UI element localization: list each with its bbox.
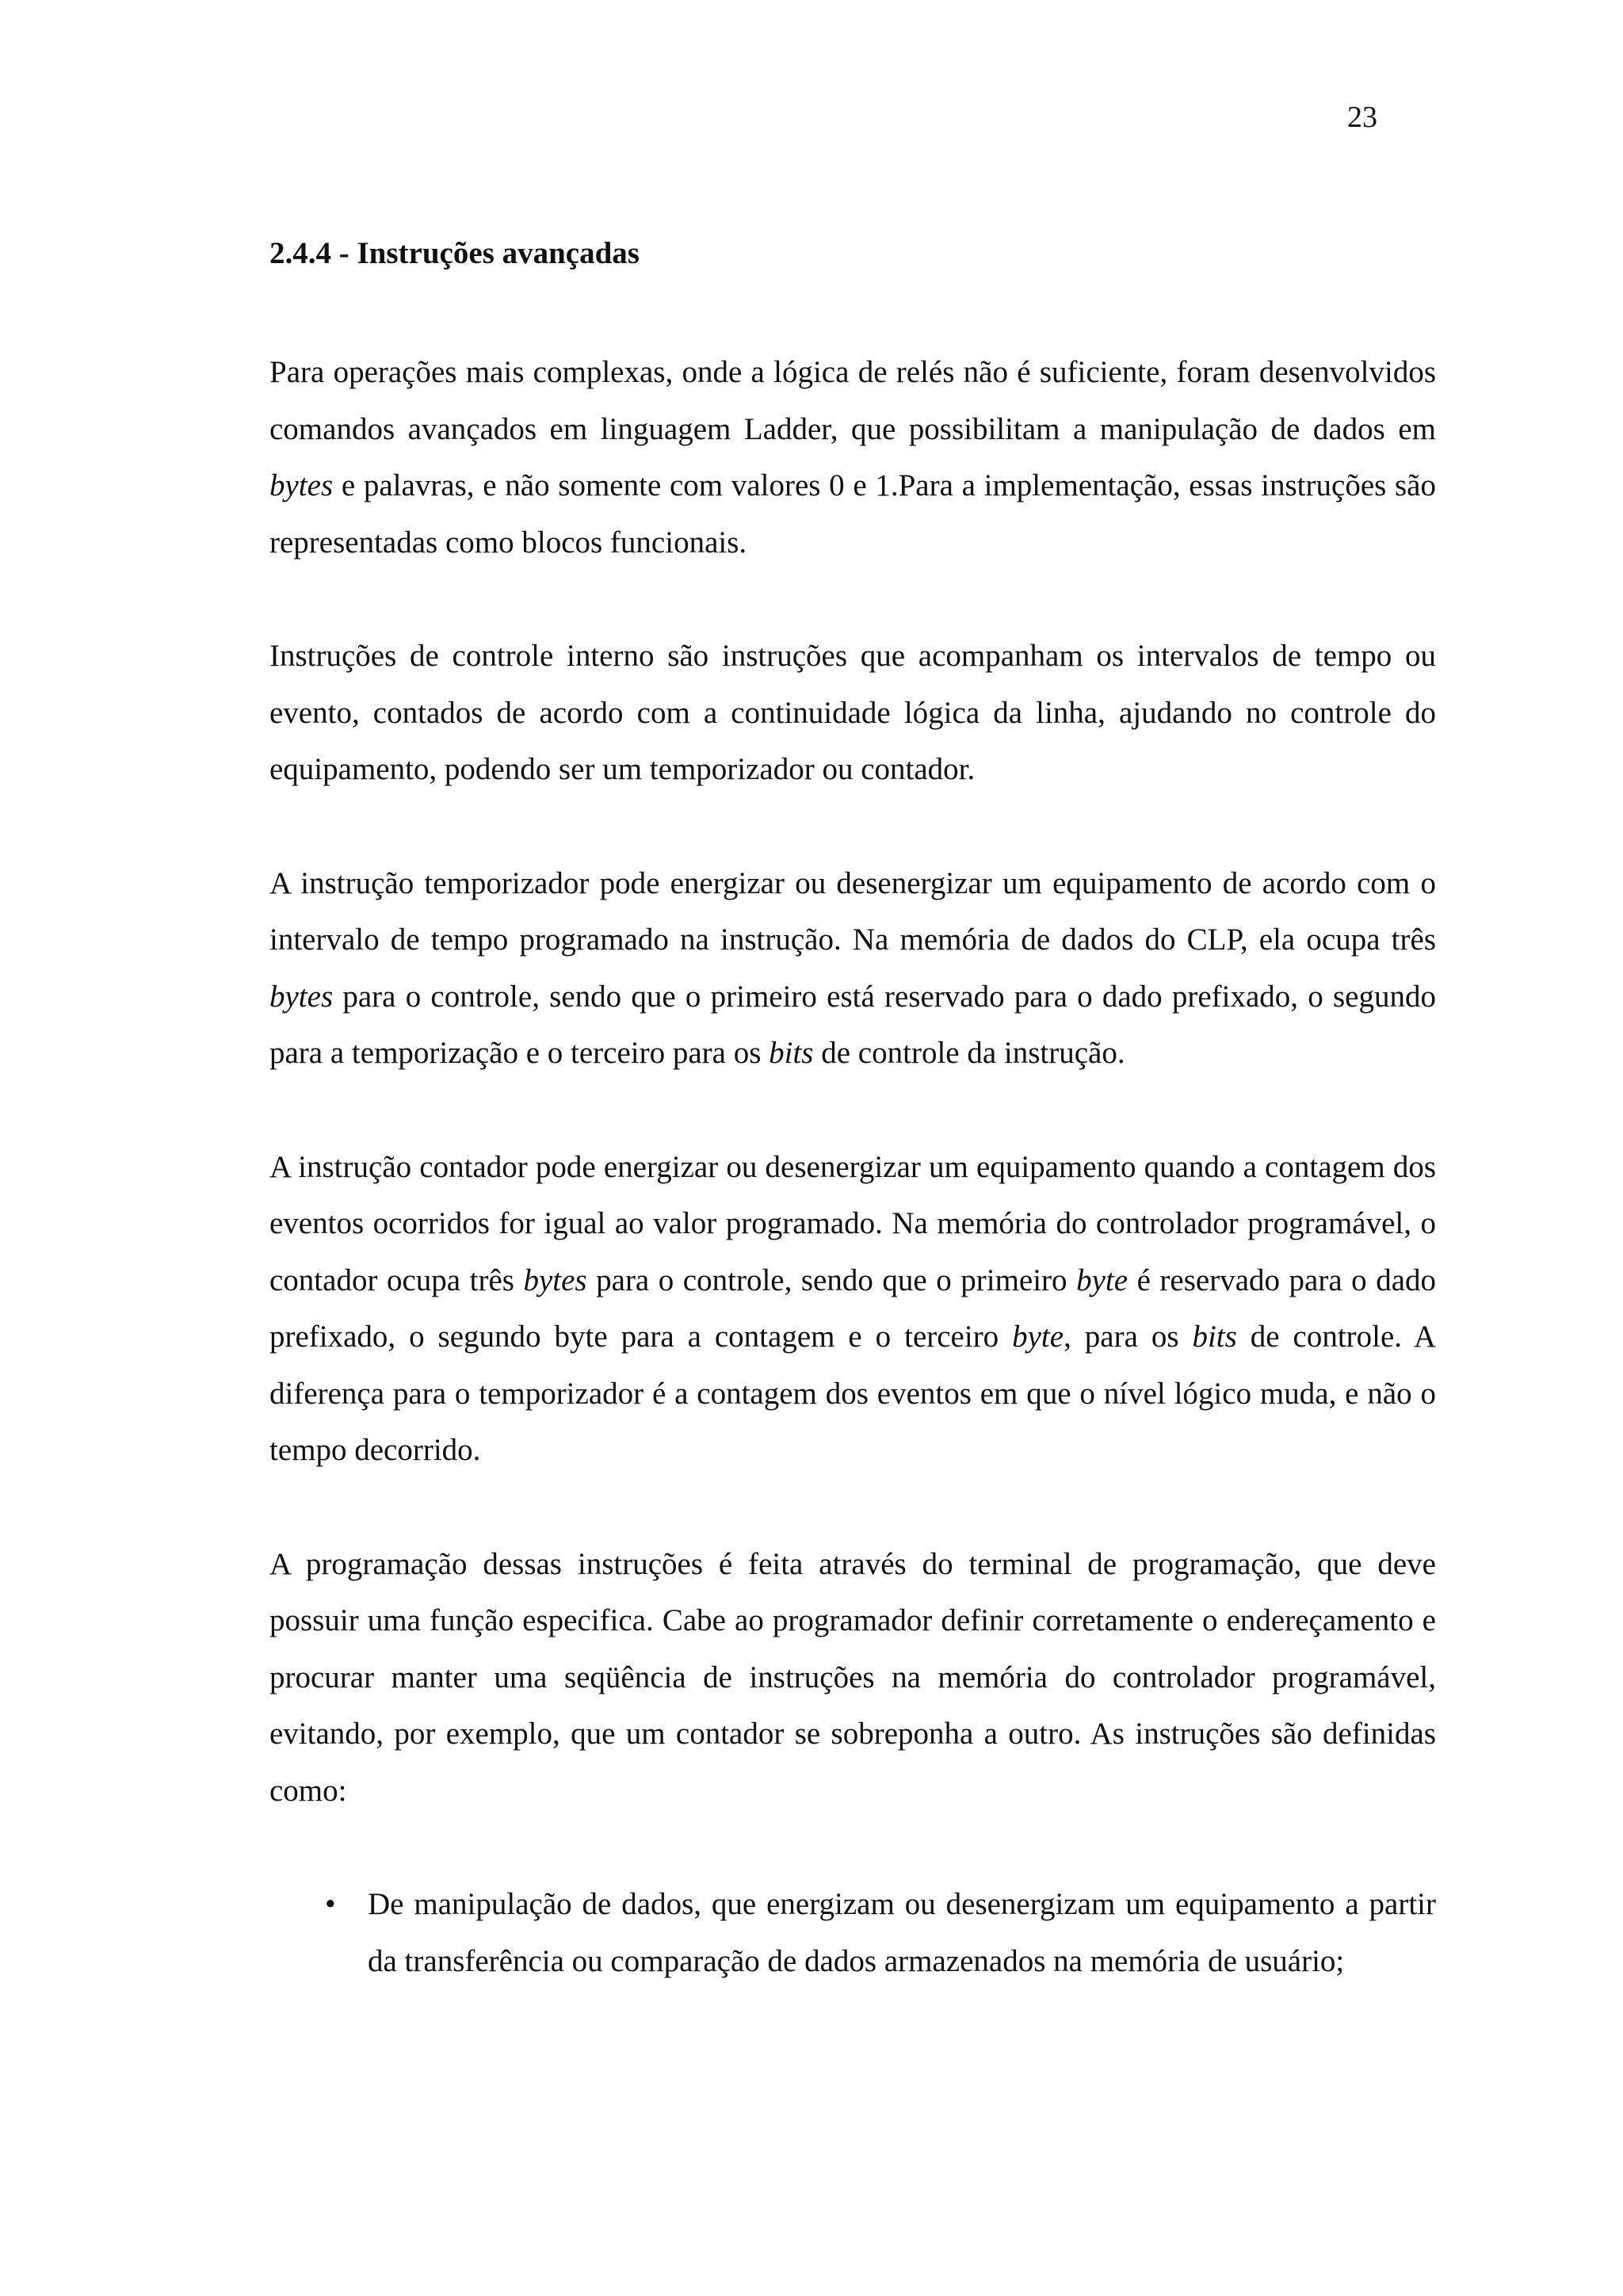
paragraph-4-text-g: , para os	[1064, 1320, 1193, 1354]
paragraph-2-text: Instruções de controle interno são instruções que acompanham os intervalos de tempo ou evento, contados de acordo com a continuidade lógica da linha, ajudando no controle do equipamento, podendo ser um temporizador ou contador.	[269, 639, 1436, 786]
paragraph-4-text-e: é reservado para o dado prefixado, o segundo byte para a contagem e o terceiro	[269, 1263, 1437, 1354]
paragraph-3-text-e: de controle da instrução.	[813, 1036, 1125, 1070]
paragraph-5	[269, 1536, 1436, 1820]
list-item	[269, 1876, 1436, 1989]
paragraph-4	[269, 1139, 1436, 1479]
paragraph-1-italic-bytes: bytes	[269, 468, 334, 502]
paragraph-4-italic-bits: bits	[1192, 1320, 1237, 1354]
paragraph-4-italic-bytes: bytes	[523, 1263, 587, 1297]
paragraph-4-text-c: para o controle, sendo que o primeiro	[586, 1263, 1077, 1297]
paragraph-3-text-a: A instrução temporizador pode energizar ou desenergizar um equipamento de acordo com o intervalo de tempo programado na instrução. Na memória de dados do CLP, ela ocupa três	[269, 865, 1436, 957]
paragraph-3-italic-bits: bits	[769, 1036, 814, 1070]
paragraph-1-text-c: e palavras, e não somente com valores 0 e 1.Para a implementação, essas instruções são representadas como blocos funcionais.	[269, 468, 1436, 560]
paragraph-1	[269, 344, 1436, 571]
paragraph-4-italic-byte-2: byte	[1012, 1320, 1064, 1354]
paragraph-4-italic-byte-1: byte	[1076, 1263, 1128, 1297]
section-title: 2.4.4 - Instruções avançadas	[269, 236, 640, 270]
document-body	[269, 230, 1436, 1989]
bullet-list	[269, 1876, 1436, 1989]
paragraph-3-text-c: para o controle, sendo que o primeiro está reservado para o dado prefixado, o segundo para a temporização e o terceiro para os	[269, 979, 1436, 1070]
paragraph-5-text: A programação dessas instruções é feita através do terminal de programação, que deve possuir uma função especifica. Cabe ao programador definir corretamente o endereçamento e procurar manter uma seqüência de instruções na memória do controlador programável, evitando, por exemplo, que um contador se sobreponha a outro. As instruções são definidas como:	[269, 1546, 1436, 1808]
paragraph-3	[269, 855, 1436, 1082]
paragraph-4-text-a: A instrução contador pode energizar ou desenergizar um equipamento quando a contagem dos eventos ocorridos for igual ao valor programado. Na memória do controlador programável, o contador ocupa três	[269, 1149, 1436, 1297]
paragraph-2	[269, 628, 1436, 798]
paragraph-1-text-a: Para operações mais complexas, onde a lógica de relés não é suficiente, foram desenvolvidos comandos avançados em linguagem Ladder, que possibilitam a manipulação de dados em	[269, 355, 1436, 446]
list-item-text: De manipulação de dados, que energizam ou desenergizam um equipamento a partir da transferência ou comparação de dados armazenados na memória de usuário;	[368, 1887, 1436, 1978]
paragraph-4-text-i: de controle. A diferença para o temporizador é a contagem dos eventos em que o nível lógico muda, e não o tempo decorrido.	[269, 1320, 1436, 1467]
bullet-icon: •	[325, 1887, 336, 1921]
page-number: 23	[1347, 101, 1377, 134]
paragraph-3-italic-bytes: bytes	[269, 979, 334, 1014]
